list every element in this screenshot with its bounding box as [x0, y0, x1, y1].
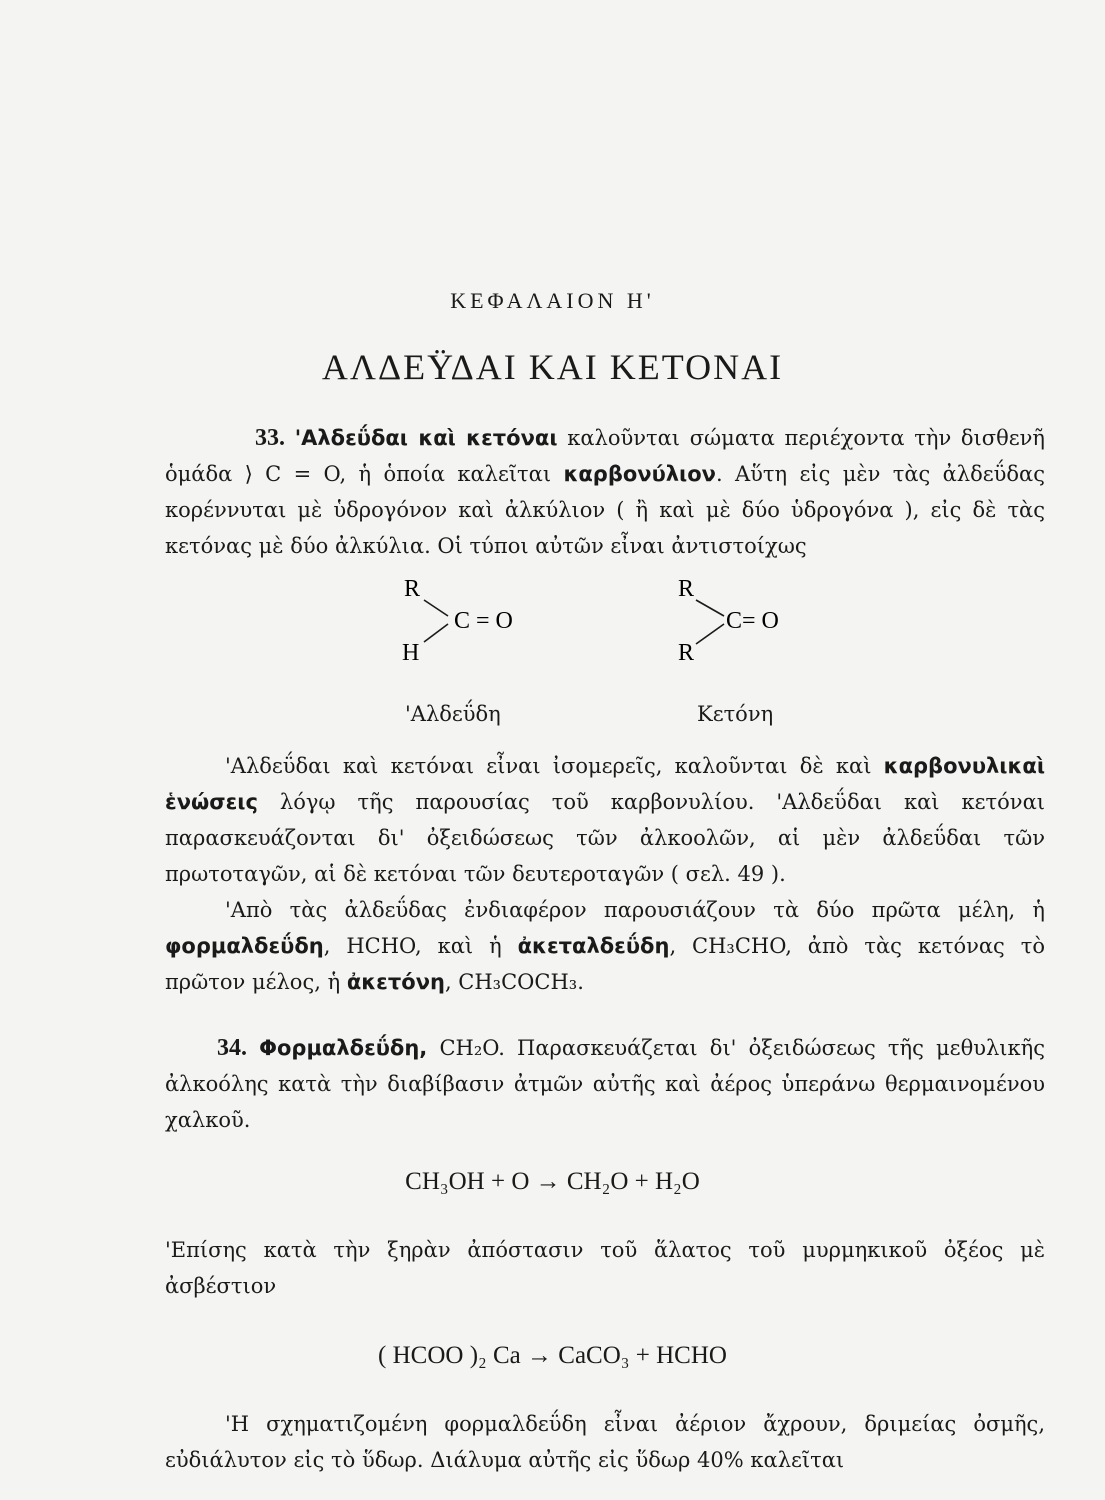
section-heading: Φορμαλδεΰδη, — [259, 1036, 428, 1060]
section-34-paragraph — [165, 1030, 1045, 1138]
paragraph-text: , CH₃COCH₃. — [444, 970, 584, 994]
aldehyde-r: R — [404, 576, 421, 602]
section-number: 34. — [217, 1035, 247, 1061]
paragraph-text: καλοῦνται σώματα περιέχοντα τὴν δισθενῆ ὁμάδα ⟩ C = O, ἡ ὁποία καλεῖται — [165, 426, 1045, 486]
aldehyde-caption: 'Αλδεΰδη — [405, 702, 501, 726]
term-formaldehyde: φορμαλδεΰδη — [165, 934, 324, 958]
interest-paragraph — [165, 892, 1045, 1000]
term-acetone: ἀκετόνη — [346, 970, 445, 994]
ketone-caption: Κετόνη — [697, 702, 774, 726]
equation-methanol-oxidation: CH₃OH + O → CH₂O + H₂O — [405, 1168, 700, 1195]
ketone-group: C= O — [726, 608, 779, 634]
bond-line — [424, 624, 448, 642]
isomers-paragraph — [165, 748, 1045, 892]
paragraph-text: λόγῳ τῆς παρουσίας τοῦ καρβονυλίου. 'Αλδεΰδαι καὶ κετόναι παρασκευάζονται δι' ὀξειδώσεως τῶν ἀλκοολῶν, αἱ μὲν ἀλδεΰδαι τῶν πρωτοταγῶν, αἱ δὲ κετόναι τῶν δευτεροταγῶν ( σελ. 49 ). — [165, 790, 1045, 886]
bond-line — [696, 624, 724, 644]
section-33-paragraph — [165, 420, 1045, 564]
also-paragraph: 'Επίσης κατὰ τὴν ξηρὰν ἀπόστασιν τοῦ ἅλατος τοῦ μυρμηκικοῦ ὀξέος μὲ ἀσβέστιον — [165, 1238, 1045, 1298]
bond-line — [424, 600, 448, 616]
paragraph-text: , CH₃CHO, ἀπὸ τὰς κετόνας τὸ πρῶτον μέλος, ἡ — [165, 934, 1045, 994]
term-carbonyl-compounds: καρβονυλικαὶ ἑνώσεις — [165, 754, 1045, 814]
aldehyde-group: C = O — [454, 608, 513, 634]
structural-formulas — [390, 570, 830, 670]
equation-calcium-formate: ( HCOO )₂ Ca → CaCO₃ + HCHO — [378, 1342, 727, 1369]
term-acetaldehyde: ἀκεταλδεΰδη — [517, 934, 670, 958]
ketone-r-bottom: R — [678, 640, 695, 666]
paragraph-text: , HCHO, καὶ ἡ — [323, 934, 518, 958]
term-carbonyl: καρβονύλιον — [563, 462, 716, 486]
section-number: 33. — [255, 425, 285, 451]
paragraph-text: 'Αλδεΰδαι καὶ κετόναι εἶναι ἰσομερεῖς, καλοῦνται δὲ καὶ — [225, 754, 884, 778]
paragraph-text: . Αὕτη εἰς μὲν τὰς ἀλδεΰδας κορέννυται μὲ ὑδρογόνον καὶ ἀλκύλιον ( ἢ καὶ μὲ δύο ὑδρογόνα ), εἰς δὲ τὰς κετόνας μὲ δύο ἀλκύλια. Οἱ τύποι αὐτῶν εἶναι ἀντιστοίχως — [165, 462, 1045, 558]
chapter-title: ΑΛΔΕΫΔΑΙ ΚΑΙ ΚΕΤΟΝΑΙ — [321, 347, 784, 387]
section-heading: 'Αλδεΰδαι καὶ κετόναι — [294, 426, 558, 450]
paragraph-text: CH₂O. Παρασκευάζεται δι' ὀξειδώσεως τῆς μεθυλικῆς ἀλκοόλης κατὰ τὴν διαβίβασιν ἀτμῶν αὐτῆς καὶ ἀέρος ὑπεράνω θερμαινομένου χαλκοῦ. — [165, 1036, 1045, 1132]
last-paragraph: 'Η σχηματιζομένη φορμαλδεΰδη εἶναι ἀέριον ἄχρουν, δριμείας ὀσμῆς, εὐδιάλυτον εἰς τὸ ὕδωρ. Διάλυμα αὐτῆς εἰς ὕδωρ 40% καλεῖται — [165, 1412, 1045, 1472]
aldehyde-h: H — [402, 640, 420, 666]
chapter-label: ΚΕΦΑΛΑΙΟΝ Η' — [450, 288, 655, 313]
bond-line — [696, 600, 724, 616]
ketone-r-top: R — [678, 576, 695, 602]
paragraph-text: 'Απὸ τὰς ἀλδεΰδας ἐνδιαφέρον παρουσιάζουν τὰ δύο πρῶτα μέλη, ἡ — [225, 898, 1045, 922]
